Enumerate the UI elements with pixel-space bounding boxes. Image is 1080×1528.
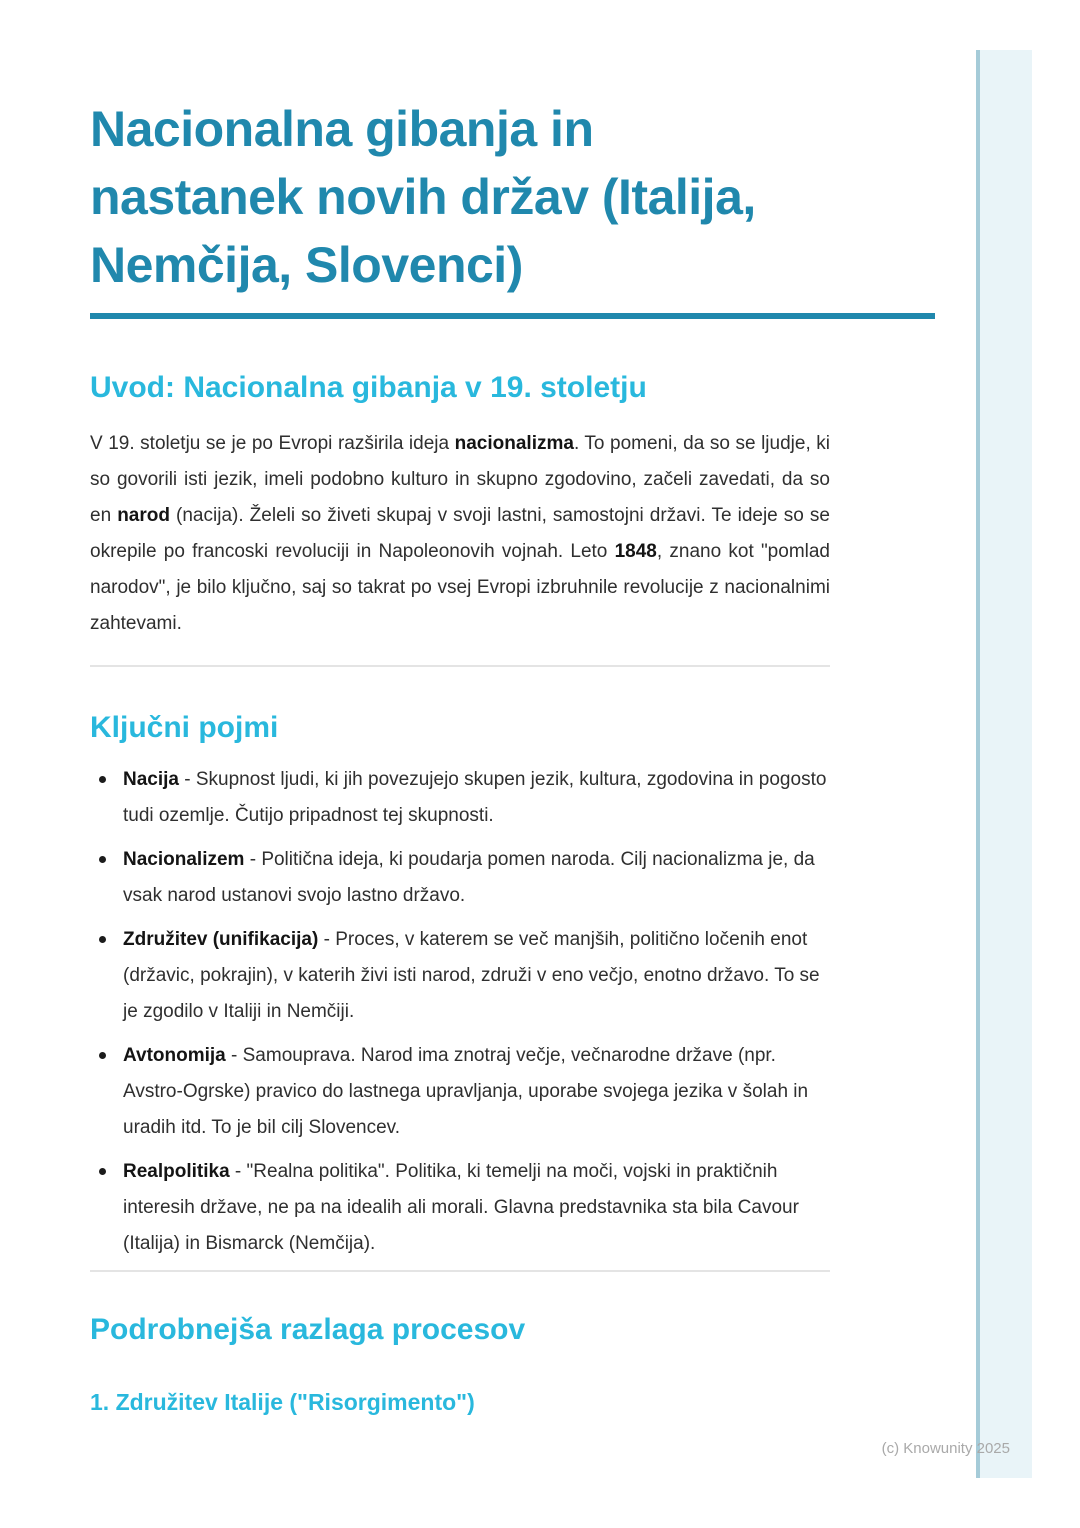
term-definition: - Politična ideja, ki poudarja pomen naroda. Cilj nacionalizma je, da vsak narod ustanovi svojo lastno državo. (123, 849, 815, 906)
bullet-icon (99, 936, 106, 943)
intro-run: , znano kot "pomlad narodov", je bilo ključno, saj so takrat po vsej Evropi izbruhnile revolucije z nacionalnimi zahtevami. (90, 541, 831, 634)
page-title-line-1: Nacionalna gibanja in (90, 101, 594, 157)
list-item (90, 842, 830, 914)
term-definition: - Proces, v katerem se več manjših, politično ločenih enot (državic, pokrajin), v katerih živi isti narod, združi v eno večjo, enotno državo. To se je zgodilo v Italiji in Nemčiji. (123, 929, 820, 1022)
term-definition: - Skupnost ljudi, ki jih povezujejo skupen jezik, kultura, zgodovina in pogosto tudi ozemlje. Čutijo pripadnost tej skupnosti. (123, 769, 827, 826)
right-accent-stripe (976, 50, 1032, 1478)
section-heading-uvod: Uvod: Nacionalna gibanja v 19. stoletju (90, 371, 647, 404)
list-item (90, 762, 830, 834)
term-label: Nacionalizem (123, 849, 245, 870)
term-label: Avtonomija (123, 1045, 226, 1066)
copyright-notice: (c) Knowunity 2025 (881, 1440, 1010, 1457)
term-label: Nacija (123, 769, 179, 790)
bullet-icon (99, 1052, 106, 1059)
list-item (90, 1154, 830, 1262)
intro-run: (nacija). Želeli so živeti skupaj v svoji lastni, samostojni državi. Te ideje so se okrepile po francoski revoluciji in Napoleonovih vojnah. Leto (90, 505, 830, 562)
intro-run-bold: 1848 (614, 541, 657, 562)
intro-run-bold: narod (117, 505, 170, 526)
intro-paragraph (90, 426, 830, 642)
intro-run-bold: nacionalizma (454, 433, 574, 454)
title-underline-rule (90, 313, 935, 319)
term-definition: - Samouprava. Narod ima znotraj večje, večnarodne države (npr. Avstro-Ogrske) pravico do lastnega upravljanja, uporabe svojega jezika v šolah in uradih itd. To je bil cilj Slovencev. (123, 1045, 809, 1138)
body-column (90, 369, 830, 1416)
intro-run: V 19. stoletju se je po Evropi razširila ideja (90, 433, 455, 454)
page-title (90, 95, 940, 299)
subsection-heading-zdruzitev-italije: 1. Združitev Italije ("Risorgimento") (90, 1389, 475, 1415)
page-title-line-3: Nemčija, Slovenci) (90, 237, 523, 293)
term-definition: - "Realna politika". Politika, ki temelji na moči, vojski in praktičnih interesih države, ne pa na idealih ali morali. Glavna predstavnika sta bila Cavour (Italija) in Bismarck (Nemčija). (123, 1161, 799, 1254)
intro-run: . To pomeni, da so se ljudje, ki so govorili isti jezik, imeli podobno kulturo in skupno zgodovino, začeli zavedati, da so en (90, 433, 830, 526)
section-heading-podrobnejsa: Podrobnejša razlaga procesov (90, 1313, 526, 1346)
section-divider (90, 665, 830, 667)
section-divider (90, 1270, 830, 1272)
page-title-line-2: nastanek novih držav (Italija, (90, 169, 756, 225)
term-label: Realpolitika (123, 1161, 230, 1182)
bullet-icon (99, 776, 106, 783)
list-item (90, 922, 830, 1030)
document-content (90, 0, 940, 1416)
bullet-icon (99, 856, 106, 863)
key-terms-list (90, 762, 830, 1262)
bullet-icon (99, 1168, 106, 1175)
section-heading-kljucni-pojmi: Ključni pojmi (90, 711, 279, 744)
term-label: Združitev (unifikacija) (123, 929, 319, 950)
list-item (90, 1038, 830, 1146)
